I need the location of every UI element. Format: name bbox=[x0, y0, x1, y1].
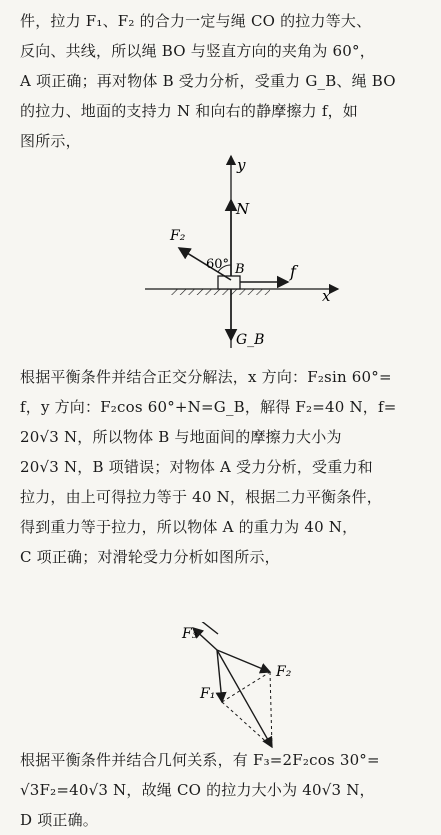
label-angle: 60° bbox=[206, 257, 230, 272]
text-line: 根据平衡条件并结合正交分解法，x 方向：F₂sin 60°= bbox=[20, 368, 392, 386]
label-f: f bbox=[290, 262, 296, 281]
ground-hatch bbox=[170, 289, 270, 295]
label-f3: F₃ bbox=[182, 626, 198, 642]
label-n: N bbox=[236, 200, 250, 218]
f2-arrow bbox=[217, 650, 270, 672]
text-line: 根据平衡条件并结合几何关系，有 F₃=2F₂cos 30°= bbox=[20, 751, 380, 769]
label-f1: F₁ bbox=[200, 686, 216, 702]
force-diagram-block-b bbox=[140, 148, 360, 358]
text-line: 图所示， bbox=[20, 132, 81, 150]
resultant-arrow bbox=[217, 650, 272, 747]
text-line: 的拉力、地面的支持力 N 和向右的静摩擦力 f，如 bbox=[20, 102, 358, 120]
paragraph-1 bbox=[20, 6, 432, 156]
force-diagram-pulley bbox=[180, 622, 300, 752]
label-f2: F₂ bbox=[170, 228, 186, 244]
dashed-line bbox=[222, 672, 270, 702]
text-line: 反向、共线，所以绳 BO 与竖直方向的夹角为 60°， bbox=[20, 42, 375, 60]
text-line: f，y 方向：F₂cos 60°+N=G_B，解得 F₂=40 N，f= bbox=[20, 398, 397, 416]
text-line: 20√3 N，所以物体 B 与地面间的摩擦力大小为 bbox=[20, 428, 342, 446]
dashed-line bbox=[222, 702, 272, 747]
text-line: 拉力，由上可得拉力等于 40 N，根据二力平衡条件， bbox=[20, 488, 382, 506]
text-line: 得到重力等于拉力，所以物体 A 的重力为 40 N， bbox=[20, 518, 358, 536]
label-f2: F₂ bbox=[276, 664, 292, 680]
dashed-line bbox=[270, 672, 272, 747]
text-line: D 项正确。 bbox=[20, 811, 98, 829]
text-line: 件，拉力 F₁、F₂ 的合力一定与绳 CO 的拉力等大、 bbox=[20, 12, 372, 30]
text-line: √3F₂=40√3 N，故绳 CO 的拉力大小为 40√3 N， bbox=[20, 781, 375, 799]
paragraph-3 bbox=[20, 745, 432, 835]
paragraph-2 bbox=[20, 362, 432, 572]
label-b: B bbox=[235, 262, 245, 277]
label-y: y bbox=[237, 156, 246, 174]
text-line: C 项正确；对滑轮受力分析如图所示， bbox=[20, 548, 280, 566]
text-line: 20√3 N，B 项错误；对物体 A 受力分析，受重力和 bbox=[20, 458, 373, 476]
text-line: A 项正确；再对物体 B 受力分析，受重力 G_B、绳 BO bbox=[20, 72, 396, 90]
label-gb: G_B bbox=[236, 332, 265, 348]
label-x: x bbox=[322, 287, 331, 305]
